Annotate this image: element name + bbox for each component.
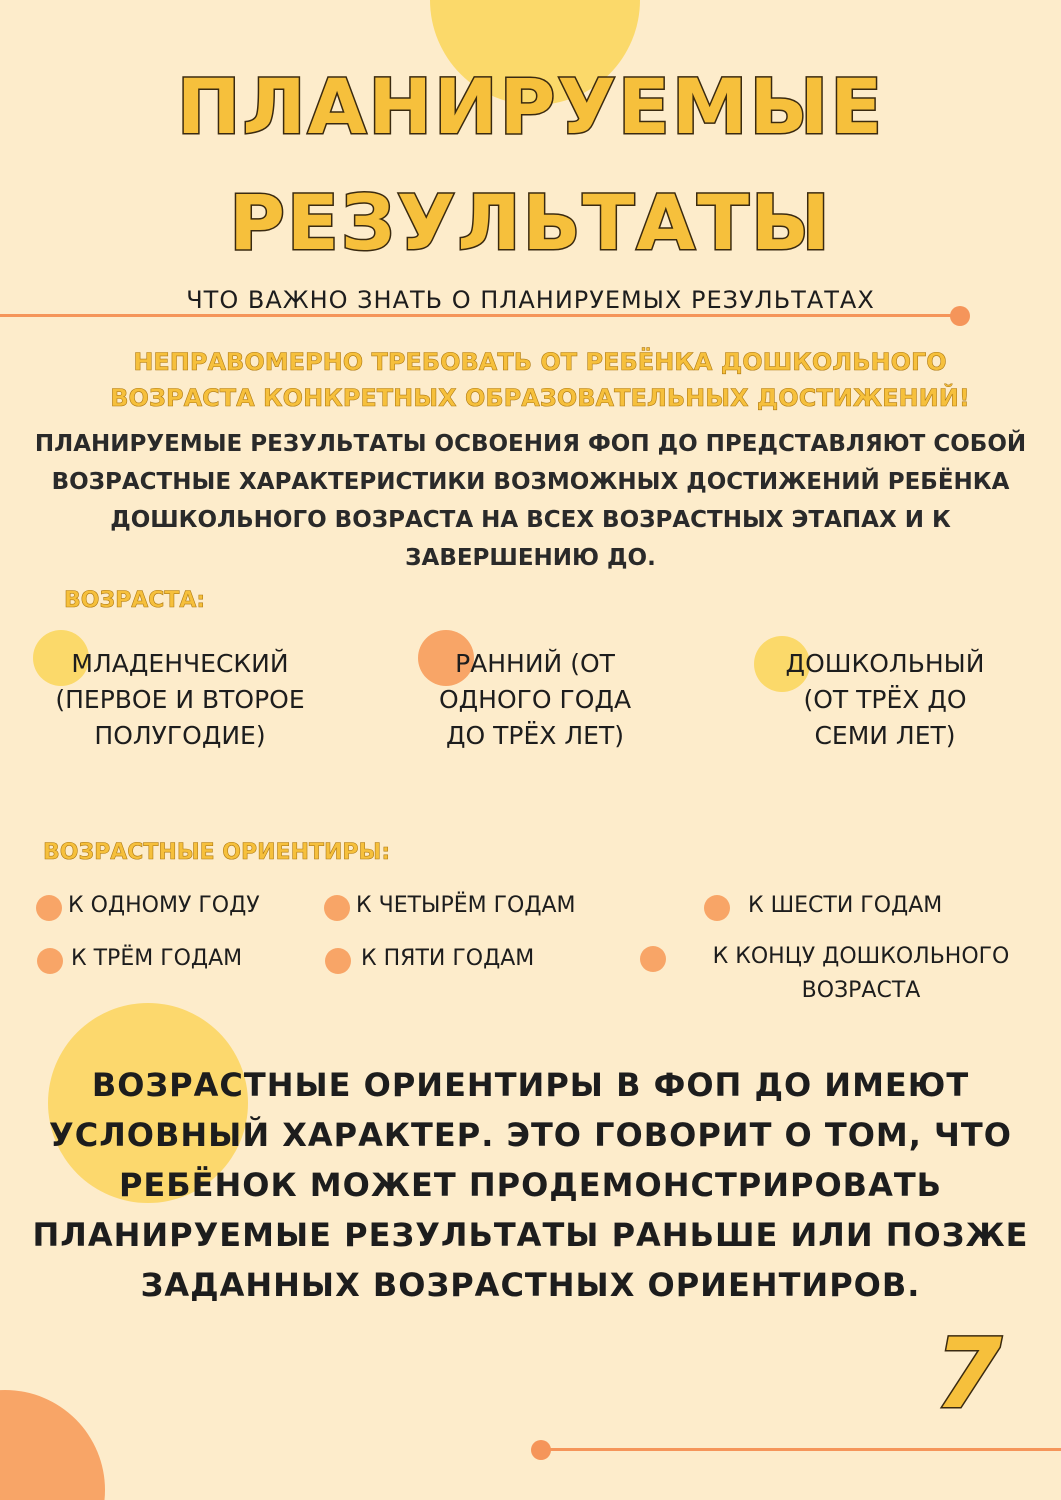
page-number: 7 <box>935 1318 1002 1430</box>
age-item: ДОШКОЛЬНЫЙ (ОТ ТРЁХ ДО СЕМИ ЛЕТ) <box>785 649 985 750</box>
age-item: РАННИЙ (ОТ ОДНОГО ГОДА ДО ТРЁХ ЛЕТ) <box>438 649 632 750</box>
guide-item-text: К ШЕСТИ ГОДАМ <box>748 893 943 918</box>
guide-item <box>325 946 534 976</box>
page-title-line-2: РЕЗУЛЬТАТЫ <box>229 178 832 267</box>
guide-item <box>36 893 260 923</box>
guide-item-text: К КОНЦУ ДОШКОЛЬНОГО ВОЗРАСТА <box>712 944 1010 1003</box>
guides-label: ВОЗРАСТНЫЕ ОРИЕНТИРЫ: <box>43 840 391 865</box>
bullet-dot-icon <box>36 895 62 921</box>
guide-item <box>704 893 942 923</box>
bullet-dot-icon <box>325 948 351 974</box>
decor-circle-bottom-left <box>0 1390 105 1500</box>
ages-label: ВОЗРАСТА: <box>64 588 206 613</box>
warning-text: НЕПРАВОМЕРНО ТРЕБОВАТЬ ОТ РЕБЁНКА ДОШКОЛЬНОГО ВОЗРАСТА КОНКРЕТНЫХ ОБРАЗОВАТЕЛЬНЫХ ДОСТИЖЕНИЙ! <box>110 348 970 412</box>
bullet-dot-icon <box>640 946 666 972</box>
divider-bottom <box>540 1448 1061 1451</box>
divider-top-dot <box>950 306 970 326</box>
guide-item <box>37 946 242 976</box>
guide-item-text: К ЧЕТЫРЁМ ГОДАМ <box>356 893 576 918</box>
divider-top <box>0 314 960 317</box>
bullet-dot-icon <box>37 948 63 974</box>
guide-item-text: К ТРЁМ ГОДАМ <box>71 946 243 971</box>
guide-item <box>324 893 576 923</box>
intro-paragraph: ПЛАНИРУЕМЫЕ РЕЗУЛЬТАТЫ ОСВОЕНИЯ ФОП ДО ПРЕДСТАВЛЯЮТ СОБОЙ ВОЗРАСТНЫЕ ХАРАКТЕРИСТИКИ ВОЗМОЖНЫХ ДОСТИЖЕНИЙ РЕБЁНКА ДОШКОЛЬНОГО ВОЗРАСТА НА ВСЕХ ВОЗРАСТНЫХ ЭТАПАХ И К ЗАВЕРШЕНИЮ ДО. <box>34 431 1027 571</box>
page-title-line-1: ПЛАНИРУЕМЫЕ <box>176 62 885 151</box>
age-item: МЛАДЕНЧЕСКИЙ (ПЕРВОЕ И ВТОРОЕ ПОЛУГОДИЕ) <box>55 649 305 750</box>
guide-item-text: К ПЯТИ ГОДАМ <box>361 946 535 971</box>
subtitle: ЧТО ВАЖНО ЗНАТЬ О ПЛАНИРУЕМЫХ РЕЗУЛЬТАТАХ <box>186 286 875 314</box>
bullet-dot-icon <box>324 895 350 921</box>
guide-item-text: К ОДНОМУ ГОДУ <box>68 893 260 918</box>
bullet-dot-icon <box>704 895 730 921</box>
conclusion-text: ВОЗРАСТНЫЕ ОРИЕНТИРЫ В ФОП ДО ИМЕЮТ УСЛОВНЫЙ ХАРАКТЕР. ЭТО ГОВОРИТ О ТОМ, ЧТО РЕБЁНОК МОЖЕТ ПРОДЕМОНСТРИРОВАТЬ ПЛАНИРУЕМЫЕ РЕЗУЛЬТАТЫ РАНЬШЕ ИЛИ ПОЗЖЕ ЗАДАННЫХ ВОЗРАСТНЫХ ОРИЕНТИРОВ. <box>32 1066 1029 1304</box>
guide-item <box>640 944 1046 1008</box>
